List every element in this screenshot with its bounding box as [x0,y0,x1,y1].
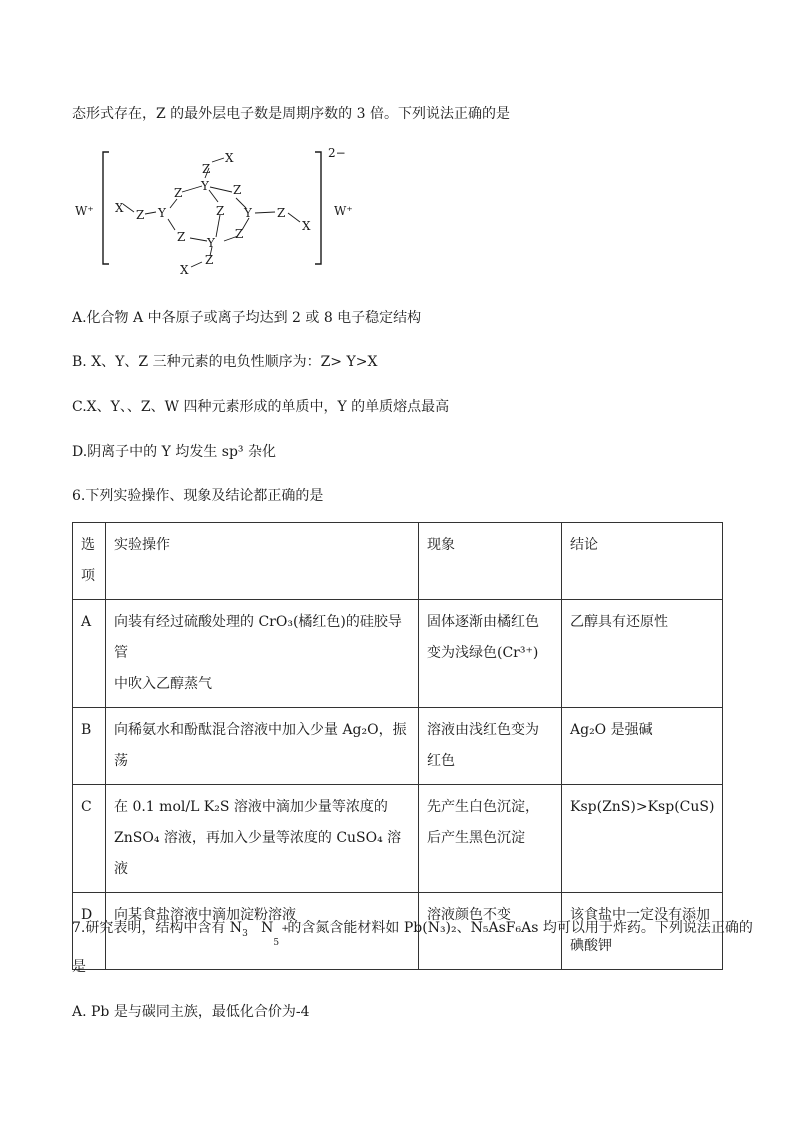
atom-z: Z [177,230,186,244]
experiment-table [72,522,723,970]
row-operation: 向稀氨水和酚酞混合溶液中加入少量 Ag₂O，振 荡 [106,708,419,785]
q7-stem-part2: 的含氮含能材料如 Pb(N₃)₂、N₅AsF₆As 均可以用于炸药。下列说法正确的 [287,920,753,936]
header-phenomenon: 现象 [419,523,562,600]
cation-left: W⁺ [75,204,94,218]
q5-option-a: A.化合物 A 中各原子或离子均达到 2 或 8 电子稳定结构 [72,310,422,326]
row-phenomenon: 固体逐渐由橘红色 变为浅绿色(Cr³⁺) [419,600,562,708]
header-conclusion: 结论 [562,523,723,600]
atom-y: Y [158,206,166,220]
row-conclusion: 该食盐中一定没有添加 碘酸钾 [562,893,723,970]
row-option: C [73,785,106,893]
question7-stem: 7.研究表明，结构中含有 $N_3$ N + 5 的含氮含能材料如 Pb(N₃)₂、N₅AsF₆As 均可以用于炸药。下列说法正确的 [72,920,753,948]
row-phenomenon: 溶液颜色不变 [419,893,562,970]
table-header-row [73,523,723,600]
atom-x: X [115,201,124,215]
atom-y: Y [244,206,252,220]
header-option: 选 项 [73,523,106,600]
right-bracket [315,152,321,264]
left-bracket [103,152,109,264]
atom-labels [115,151,311,275]
table-row [73,708,723,785]
row-option: D [73,893,106,970]
row-conclusion: 乙醇具有还原性 [562,600,723,708]
atom-x: X [180,263,189,275]
cation-right: W⁺ [334,204,353,218]
q5-option-c: C.X、Y、、Z、W 四种元素形成的单质中，Y 的单质熔点最高 [72,399,450,415]
q7-ion1-sub: 3 [242,928,248,939]
atom-z: Z [233,183,242,197]
q5-option-b: B. X、Y、Z 三种元素的电负性顺序为：Z> Y>X [72,354,378,370]
row-conclusion: Ag₂O 是强碱 [562,708,723,785]
row-operation: 在 0.1 mol/L K₂S 溶液中滴加少量等浓度的 ZnSO₄ 溶液，再加入少量等浓度的 CuSO₄ 溶液 [106,785,419,893]
charge-label: 2− [328,146,346,160]
q7-stem-part1: 7.研究表明，结构中含有 N [72,920,243,936]
q5-option-d: D.阴离子中的 Y 均发生 sp³ 杂化 [72,444,276,460]
atom-x: X [225,151,234,165]
atom-z: Z [235,227,244,241]
atom-z: Z [205,253,214,267]
row-operation: 向装有经过硫酸处理的 CrO₃(橘红色)的硅胶导管 中吹入乙醇蒸气 [106,600,419,708]
row-operation: 向某食盐溶液中滴加淀粉溶液 [106,893,419,970]
anion-structure-diagram [72,140,362,275]
bond-lines [123,158,300,267]
row-conclusion: Ksp(ZnS)>Ksp(CuS) [562,785,723,893]
atom-z: Z [174,186,183,200]
table-row [73,785,723,893]
question5-intro: 态形式存在，Z 的最外层电子数是周期序数的 3 倍。下列说法正确的是 [72,106,510,122]
q7-ion2-base: N [261,920,274,936]
structure-svg [72,140,362,275]
row-option: B [73,708,106,785]
header-operation: 实验操作 [106,523,419,600]
row-phenomenon: 先产生白色沉淀， 后产生黑色沉淀 [419,785,562,893]
question6-stem: 6.下列实验操作、现象及结论都正确的是 [72,488,324,504]
atom-z: Z [202,162,211,176]
table-row [73,600,723,708]
atom-y: Y [207,236,215,250]
question7-stem-continued: 是 [72,959,86,975]
atom-z: Z [136,208,145,222]
row-option: A [73,600,106,708]
atom-x: X [302,219,311,233]
row-phenomenon: 溶液由浅红色变为 红色 [419,708,562,785]
q7-option-a: A. Pb 是与碳同主族，最低化合价为-4 [72,1004,310,1020]
atom-y: Y [201,179,209,193]
atom-z: Z [216,204,225,218]
atom-z: Z [277,206,286,220]
